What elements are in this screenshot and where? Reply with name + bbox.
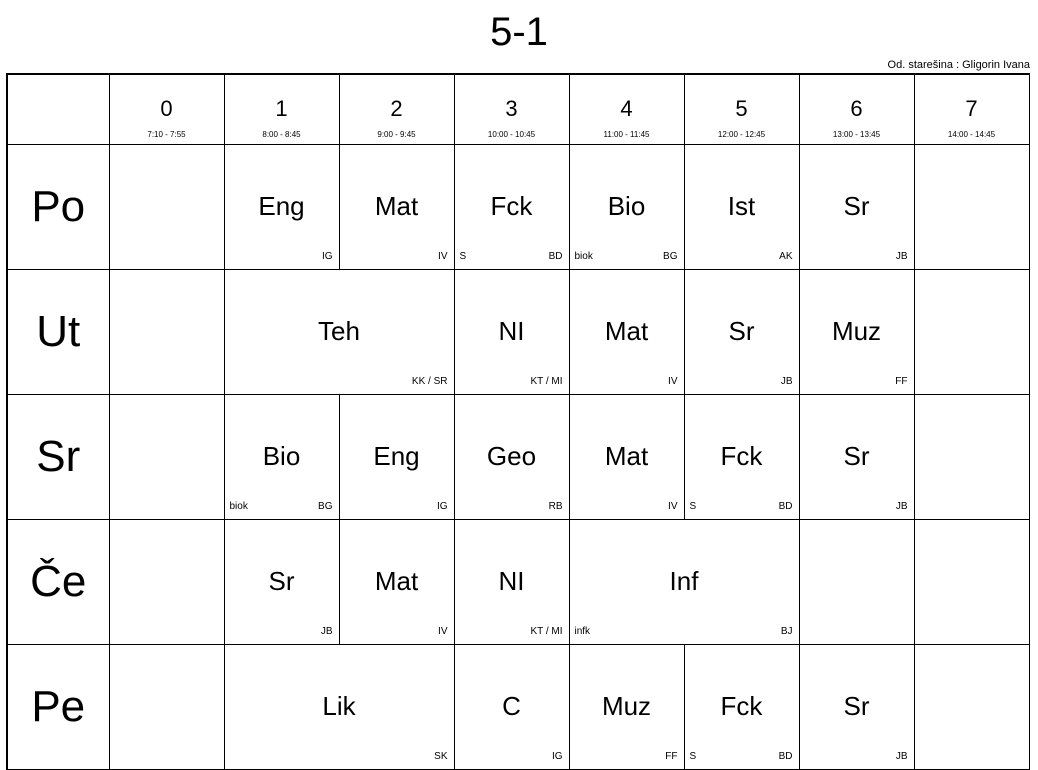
period-header <box>109 74 224 144</box>
lesson-cell[interactable] <box>569 519 799 644</box>
subject-label: Sr <box>268 565 295 596</box>
subject-label: Bio <box>262 440 301 471</box>
lesson-cell[interactable] <box>569 144 684 269</box>
class-title: 5-1 <box>490 10 548 54</box>
subject-label: NI <box>498 565 525 596</box>
lesson-cell[interactable] <box>454 269 569 394</box>
empty-cell <box>914 144 1029 269</box>
period-header <box>914 74 1029 144</box>
lesson-cell[interactable] <box>799 269 914 394</box>
period-number: 1 <box>275 96 288 121</box>
room-code: biok <box>229 500 248 512</box>
empty-cell <box>109 144 224 269</box>
empty-cell <box>914 269 1029 394</box>
day-label-cell <box>7 644 109 769</box>
lesson-cell[interactable] <box>224 519 339 644</box>
period-number: 6 <box>850 96 863 121</box>
room-code: infk <box>574 625 591 637</box>
room-code: S <box>689 750 697 762</box>
lesson-cell[interactable] <box>684 144 799 269</box>
lesson-cell[interactable] <box>339 394 454 519</box>
day-label-cell <box>7 269 109 394</box>
day-row <box>7 394 1029 519</box>
teacher-code: BD <box>778 750 793 762</box>
lesson-cell[interactable] <box>799 644 914 769</box>
subject-label: Sr <box>843 440 870 471</box>
teacher-code: JB <box>320 625 333 637</box>
period-time: 7:10 - 7:55 <box>147 130 186 139</box>
lesson-cell[interactable] <box>684 269 799 394</box>
period-time: 9:00 - 9:45 <box>377 130 416 139</box>
day-name: Ut <box>36 306 81 356</box>
timetable-grid <box>6 73 1030 770</box>
subject-label: Eng <box>373 440 420 471</box>
lesson-cell[interactable] <box>684 394 799 519</box>
subject-label: Bio <box>607 190 646 221</box>
subject-label: Muz <box>831 315 882 346</box>
room-code: biok <box>574 250 593 262</box>
teacher-code: SK <box>434 750 448 762</box>
period-number: 4 <box>620 96 633 121</box>
teacher-code: IV <box>438 250 448 262</box>
day-name: Po <box>31 181 86 231</box>
lesson-cell[interactable] <box>224 394 339 519</box>
empty-cell <box>109 519 224 644</box>
teacher-code: JB <box>780 375 793 387</box>
empty-cell <box>914 394 1029 519</box>
teacher-code: BG <box>663 250 678 262</box>
lesson-cell[interactable] <box>339 144 454 269</box>
lesson-cell[interactable] <box>684 644 799 769</box>
empty-cell <box>109 394 224 519</box>
lesson-cell[interactable] <box>454 519 569 644</box>
lesson-cell[interactable] <box>454 144 569 269</box>
period-time: 8:00 - 8:45 <box>262 130 301 139</box>
lesson-cell[interactable] <box>569 269 684 394</box>
subject-label: Sr <box>843 190 870 221</box>
period-time: 13:00 - 13:45 <box>832 130 881 139</box>
subject-label: Sr <box>843 690 870 721</box>
room-code: S <box>459 250 467 262</box>
teacher-code: AK <box>779 250 793 262</box>
subject-label: Mat <box>604 440 649 471</box>
lesson-cell[interactable] <box>569 644 684 769</box>
empty-cell <box>799 519 914 644</box>
period-header <box>684 74 799 144</box>
day-label-cell <box>7 519 109 644</box>
lesson-cell[interactable] <box>799 394 914 519</box>
room-code: S <box>689 500 697 512</box>
subject-label: Fck <box>490 190 533 221</box>
teacher-code: KT / MI <box>530 375 563 387</box>
period-number: 2 <box>390 96 403 121</box>
teacher-code: FF <box>665 750 678 762</box>
teacher-code: KK / SR <box>411 375 448 387</box>
period-number: 0 <box>160 96 173 121</box>
subject-label: C <box>502 690 521 721</box>
period-number: 5 <box>735 96 748 121</box>
period-number: 3 <box>505 96 518 121</box>
period-header <box>454 74 569 144</box>
subject-label: Fck <box>720 440 763 471</box>
teacher-code: BG <box>318 500 333 512</box>
period-header <box>569 74 684 144</box>
subject-label: Eng <box>258 190 305 221</box>
subject-label: Geo <box>486 440 537 471</box>
teacher-code: IV <box>438 625 448 637</box>
teacher-code: JB <box>895 750 908 762</box>
teacher-code: BD <box>778 500 793 512</box>
period-time: 11:00 - 11:45 <box>603 130 650 139</box>
day-label-cell <box>7 144 109 269</box>
subject-label: Teh <box>318 315 360 346</box>
period-header <box>339 74 454 144</box>
empty-cell <box>109 644 224 769</box>
subject-label: Ist <box>727 190 756 221</box>
empty-cell <box>914 644 1029 769</box>
day-label-cell <box>7 394 109 519</box>
subject-label: Sr <box>728 315 755 346</box>
period-time: 10:00 - 10:45 <box>487 130 536 139</box>
teacher-code: IV <box>668 375 678 387</box>
corner-cell <box>7 74 109 144</box>
lesson-cell[interactable] <box>224 269 454 394</box>
teacher-code: BJ <box>780 625 793 637</box>
day-row <box>7 269 1029 394</box>
period-header <box>224 74 339 144</box>
teacher-code: IG <box>436 500 448 512</box>
teacher-code: BD <box>548 250 563 262</box>
teacher-code: IG <box>321 250 333 262</box>
homeroom-teacher: Od. starešina : Gligorin Ivana <box>887 59 1030 71</box>
header-row <box>7 74 1029 144</box>
period-time: 14:00 - 14:45 <box>947 130 996 139</box>
day-row <box>7 519 1029 644</box>
teacher-code: FF <box>895 375 908 387</box>
lesson-cell[interactable] <box>569 394 684 519</box>
lesson-cell[interactable] <box>224 144 339 269</box>
period-time: 12:00 - 12:45 <box>717 130 766 139</box>
lesson-cell[interactable] <box>799 144 914 269</box>
lesson-cell[interactable] <box>454 394 569 519</box>
subject-label: Inf <box>669 565 699 596</box>
teacher-code: KT / MI <box>530 625 563 637</box>
lesson-cell[interactable] <box>224 644 454 769</box>
period-number: 7 <box>965 96 978 121</box>
lesson-cell[interactable] <box>339 519 454 644</box>
subject-label: Lik <box>322 690 356 721</box>
period-header <box>799 74 914 144</box>
subject-label: Fck <box>720 690 763 721</box>
day-row <box>7 644 1029 769</box>
subject-label: Muz <box>601 690 652 721</box>
teacher-code: IG <box>551 750 563 762</box>
subject-label: Mat <box>374 565 419 596</box>
day-name: Sr <box>36 431 81 481</box>
lesson-cell[interactable] <box>454 644 569 769</box>
subject-label: Mat <box>374 190 419 221</box>
teacher-code: RB <box>548 500 563 512</box>
teacher-code: JB <box>895 250 908 262</box>
day-name: Če <box>30 556 87 606</box>
empty-cell <box>914 519 1029 644</box>
subject-label: Mat <box>604 315 649 346</box>
teacher-code: JB <box>895 500 908 512</box>
day-row <box>7 144 1029 269</box>
empty-cell <box>109 269 224 394</box>
teacher-code: IV <box>668 500 678 512</box>
day-name: Pe <box>31 681 86 731</box>
subject-label: NI <box>498 315 525 346</box>
